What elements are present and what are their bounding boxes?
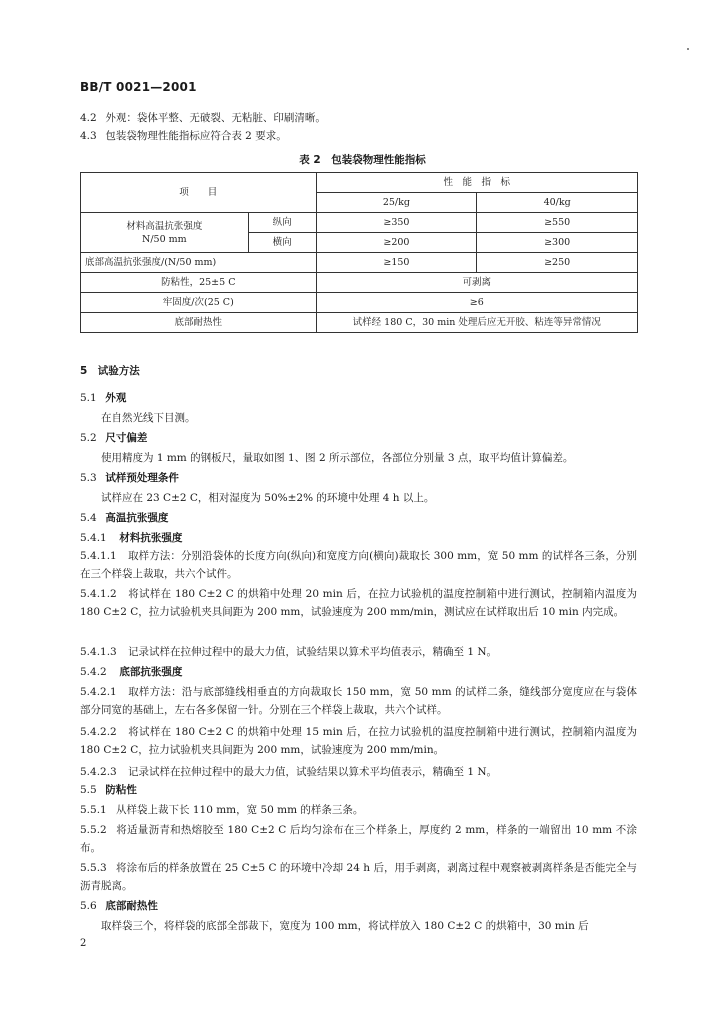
clause-5-4-2-1 <box>80 683 637 719</box>
clause-title: 尺寸偏差 <box>105 432 148 444</box>
body-text: 试样应在 23 C±2 C，相对湿度为 50%±2% 的环境中处理 4 h 以上。 <box>101 492 435 504</box>
clause-5-5-2 <box>80 821 637 857</box>
clause-number: 5.4.1.3 <box>80 646 117 658</box>
clause-number: 5.4.2 <box>80 666 107 678</box>
body-text: 使用精度为 1 mm 的钢板尺，量取如图 1、图 2 所示部位，各部位分别量 3 点，取平均值计算偏差。 <box>101 452 574 464</box>
table-cell: ≥150 <box>316 253 477 273</box>
clause-text: 记录试样在拉伸过程中的最大力值，试验结果以算术平均值表示，精确至 1 N。 <box>128 766 498 778</box>
clause-number: 5.2 <box>80 432 97 444</box>
table-cell: 试样经 180 C，30 min 处理后应无开胶、粘连等异常情况 <box>316 313 637 333</box>
table-row <box>81 273 638 293</box>
clause-number: 4.2 <box>80 112 97 124</box>
heat-resistance-label: 底部耐热性 <box>81 313 317 333</box>
clause-5-4-1-1 <box>80 547 637 583</box>
table-cell: ≥6 <box>316 293 637 313</box>
clause-number: 5.5.1 <box>80 804 107 816</box>
table-head-index: 性 能 指 标 <box>316 173 637 193</box>
table-head-40kg: 40/kg <box>477 193 638 213</box>
clause-title: 底部抗张强度 <box>119 666 183 678</box>
clause-title: 高温抗张强度 <box>105 512 169 524</box>
clause-5-5-1 <box>80 801 637 819</box>
clause-text: 取样方法：沿与底部缝线相垂直的方向裁取长 150 mm，宽 50 mm 的试样二条，缝线部分宽度应在与袋体部分同宽的基础上，左右各多保留一针。分别在三个样袋上裁取，共六个试样。 <box>80 686 637 716</box>
heading-5-2 <box>80 429 637 447</box>
clause-text: 将试样在 180 C±2 C 的烘箱中处理 15 min 后，在拉力试验机的温度控制箱中进行测试，控制箱内温度为 180 C±2 C，拉力试验机夹具间距为 200 mm，试验速度为 200 mm/min。 <box>80 726 637 756</box>
table-row <box>81 293 638 313</box>
clause-text: 外观：袋体平整、无破裂、无粘脏、印刷清晰。 <box>105 112 326 124</box>
clause-title: 外观 <box>105 392 127 404</box>
clause-number: 5.4 <box>80 512 97 524</box>
table-caption: 表 2 包装袋物理性能指标 <box>299 154 426 166</box>
page-number: 2 <box>80 938 87 949</box>
clause-number: 5.4.1.2 <box>80 588 117 600</box>
clause-title: 防粘性 <box>105 784 137 796</box>
transverse-label: 横向 <box>248 233 316 253</box>
heading-5-1 <box>80 389 637 407</box>
performance-table <box>80 172 638 333</box>
clause-number: 5.5 <box>80 784 97 796</box>
clause-title: 底部耐热性 <box>105 900 158 912</box>
clause-4-2 <box>80 109 637 127</box>
clause-text: 将涂布后的样条放置在 25 C±5 C 的环境中冷却 24 h 后，用手剥离，剥离过程中观察被剥离样条是否能完全与沥青脱离。 <box>80 862 637 892</box>
table-cell: ≥200 <box>316 233 477 253</box>
clause-number: 5.6 <box>80 900 97 912</box>
table-cell: ≥350 <box>316 213 477 233</box>
clause-4-3 <box>80 127 637 145</box>
clause-number: 5.4.2.3 <box>80 766 117 778</box>
clause-number: 5.4.1.1 <box>80 550 117 562</box>
table-row <box>81 173 638 193</box>
longitudinal-label: 纵向 <box>248 213 316 233</box>
table-row <box>81 313 638 333</box>
table-head-item: 项 目 <box>81 173 317 213</box>
clause-number: 5.4.1 <box>80 532 107 544</box>
scan-speck <box>687 48 689 50</box>
clause-number: 5.1 <box>80 392 97 404</box>
clause-number: 4.3 <box>80 130 97 142</box>
section-5-title: 5 试验方法 <box>80 365 140 377</box>
clause-number: 5.3 <box>80 472 97 484</box>
clause-title: 材料抗张强度 <box>119 532 183 544</box>
table-cell: ≥300 <box>477 233 638 253</box>
clause-5-4-1-2 <box>80 585 637 621</box>
clause-5-5-3 <box>80 859 637 895</box>
bottom-strength-label: 底部高温抗张强度/(N/50 mm) <box>81 253 317 273</box>
clause-title: 试样预处理条件 <box>105 472 179 484</box>
clause-5-4-2-2 <box>80 723 637 759</box>
fastness-label: 牢固度/次(25 C) <box>81 293 317 313</box>
heading-5-3 <box>80 469 637 487</box>
clause-5-4-2-3 <box>80 763 637 781</box>
body-text: 在自然光线下目测。 <box>101 412 196 424</box>
table-cell: 可剥离 <box>316 273 637 293</box>
table-cell: ≥250 <box>477 253 638 273</box>
table-row <box>81 253 638 273</box>
heading-5-4-2 <box>80 663 637 681</box>
clause-number: 5.4.2.1 <box>80 686 117 698</box>
clause-text: 取样方法：分别沿袋体的长度方向(纵向)和宽度方向(横向)裁取长 300 mm，宽 50 mm 的试样各三条，分别在三个样袋上裁取，共六个试件。 <box>80 550 637 580</box>
clause-text: 将适量沥青和热熔胶至 180 C±2 C 后均匀涂布在三个样条上，厚度约 2 mm，样条的一端留出 10 mm 不涂布。 <box>80 824 637 854</box>
material-strength-label: 材料高温抗张强度 N/50 mm <box>81 213 249 253</box>
table-head-25kg: 25/kg <box>316 193 477 213</box>
table-row <box>81 213 638 233</box>
clause-text: 记录试样在拉伸过程中的最大力值，试验结果以算术平均值表示，精确至 1 N。 <box>128 646 498 658</box>
clause-number: 5.4.2.2 <box>80 726 117 738</box>
heading-5-6 <box>80 897 637 915</box>
anti-stick-label: 防粘性，25±5 C <box>81 273 317 293</box>
clause-text: 包装袋物理性能指标应符合表 2 要求。 <box>105 130 287 142</box>
heading-5-5 <box>80 781 637 799</box>
body-text: 取样袋三个，将样袋的底部全部裁下，宽度为 100 mm，将试样放入 180 C±2 C 的烘箱中，30 min 后 <box>101 920 589 932</box>
clause-text: 从样袋上裁下长 110 mm，宽 50 mm 的样条三条。 <box>116 804 364 816</box>
standard-code: BB/T 0021—2001 <box>80 80 197 94</box>
clause-number: 5.5.3 <box>80 862 107 874</box>
heading-5-4-1 <box>80 529 637 547</box>
clause-text: 将试样在 180 C±2 C 的烘箱中处理 20 min 后，在拉力试验机的温度控制箱中进行测试，控制箱内温度为 180 C±2 C，拉力试验机夹具间距为 200 mm，试验速度为 200 mm/min，测试应在试样取出后 10 min 内完成。 <box>80 588 637 618</box>
table-cell: ≥550 <box>477 213 638 233</box>
heading-5-4 <box>80 509 637 527</box>
clause-number: 5.5.2 <box>80 824 107 836</box>
clause-5-4-1-3 <box>80 643 637 661</box>
